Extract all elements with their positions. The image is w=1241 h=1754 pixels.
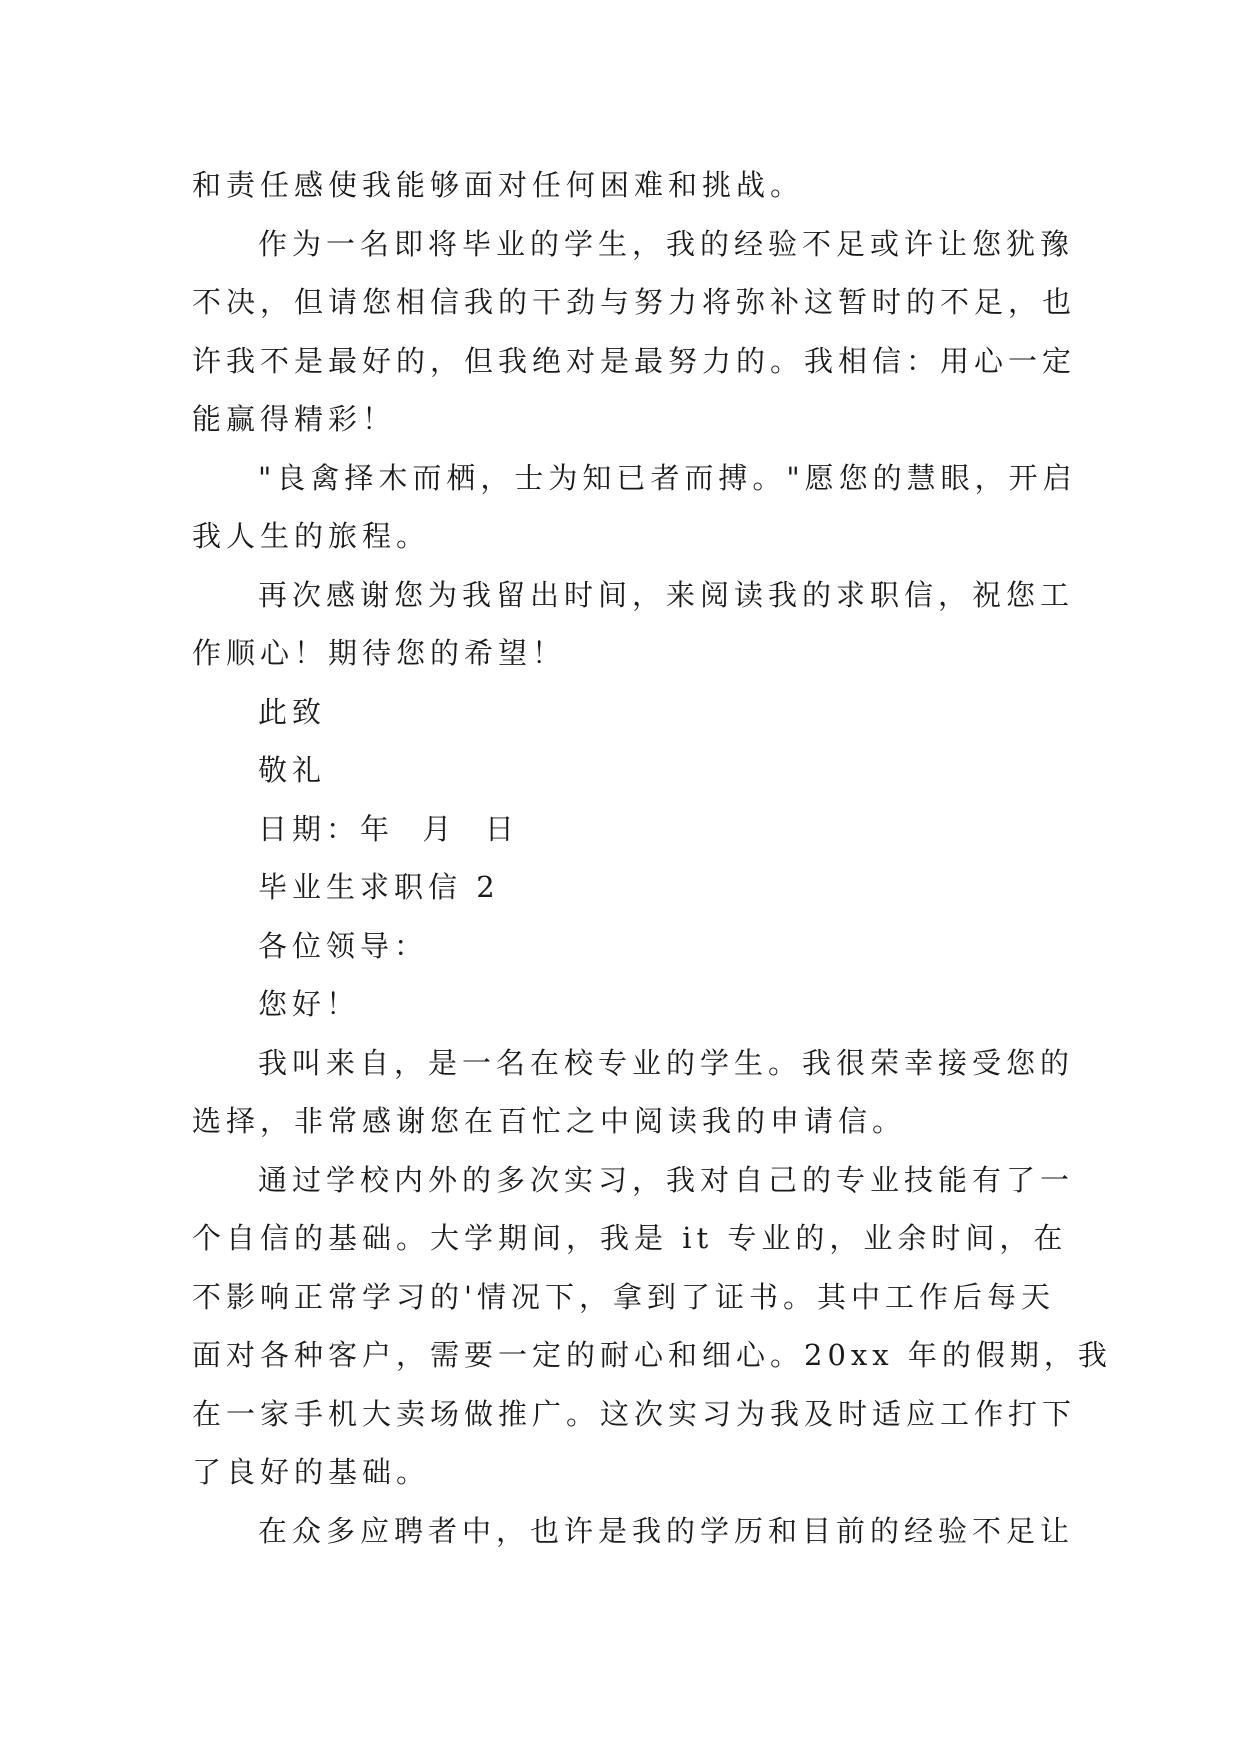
text-line: 我叫来自，是一名在校专业的学生。我很荣幸接受您的 (258, 1045, 1075, 1080)
text-line: 了良好的基础。 (192, 1455, 431, 1489)
text-line: 在一家手机大卖场做推广。这次实习为我及时适应工作打下 (192, 1396, 1077, 1431)
text-line: 再次感谢您为我留出时间，来阅读我的求职信，祝您工 (258, 577, 1075, 612)
closing-regards: 敬礼 (258, 753, 327, 787)
text-line: 在众多应聘者中，也许是我的学历和目前的经验不足让 (258, 1513, 1075, 1548)
text-line: 能赢得精彩！ (192, 402, 397, 436)
text-line: 通过学校内外的多次实习，我对自己的专业技能有了一 (258, 1162, 1075, 1197)
text-line: 个自信的基础。大学期间，我是 it 专业的，业余时间，在 (192, 1221, 1068, 1255)
text-line: 面对各种客户，需要一定的耐心和细心。20xx 年的假期，我 (192, 1338, 1112, 1372)
greeting-recipient: 各位领导： (258, 928, 429, 963)
text-line: 和责任感使我能够面对任何困难和挑战。 (192, 168, 805, 202)
text-line: 不影响正常学习的'情况下，拿到了证书。其中工作后每天 (192, 1279, 1055, 1314)
text-line: 我人生的旅程。 (192, 519, 431, 553)
greeting: 您好！ (258, 987, 361, 1021)
date-line: 日期：年 月 日 (258, 811, 519, 846)
text-line: 作顺心！期待您的希望！ (192, 636, 567, 670)
text-line: 作为一名即将毕业的学生，我的经验不足或许让您犹豫 (258, 226, 1075, 261)
text-line: "良禽择木而栖，士为知已者而搏。"愿您的慧眼，开启 (258, 460, 1077, 495)
text-line: 不决，但请您相信我的干劲与努力将弥补这暂时的不足，也 (192, 285, 1077, 319)
text-line: 许我不是最好的，但我绝对是最努力的。我相信：用心一定 (192, 343, 1077, 378)
closing-salutation: 此致 (258, 694, 327, 729)
text-line: 选择，非常感谢您在百忙之中阅读我的申请信。 (192, 1104, 907, 1138)
section-title: 毕业生求职信 2 (258, 870, 500, 904)
letter-body (192, 156, 1112, 1560)
